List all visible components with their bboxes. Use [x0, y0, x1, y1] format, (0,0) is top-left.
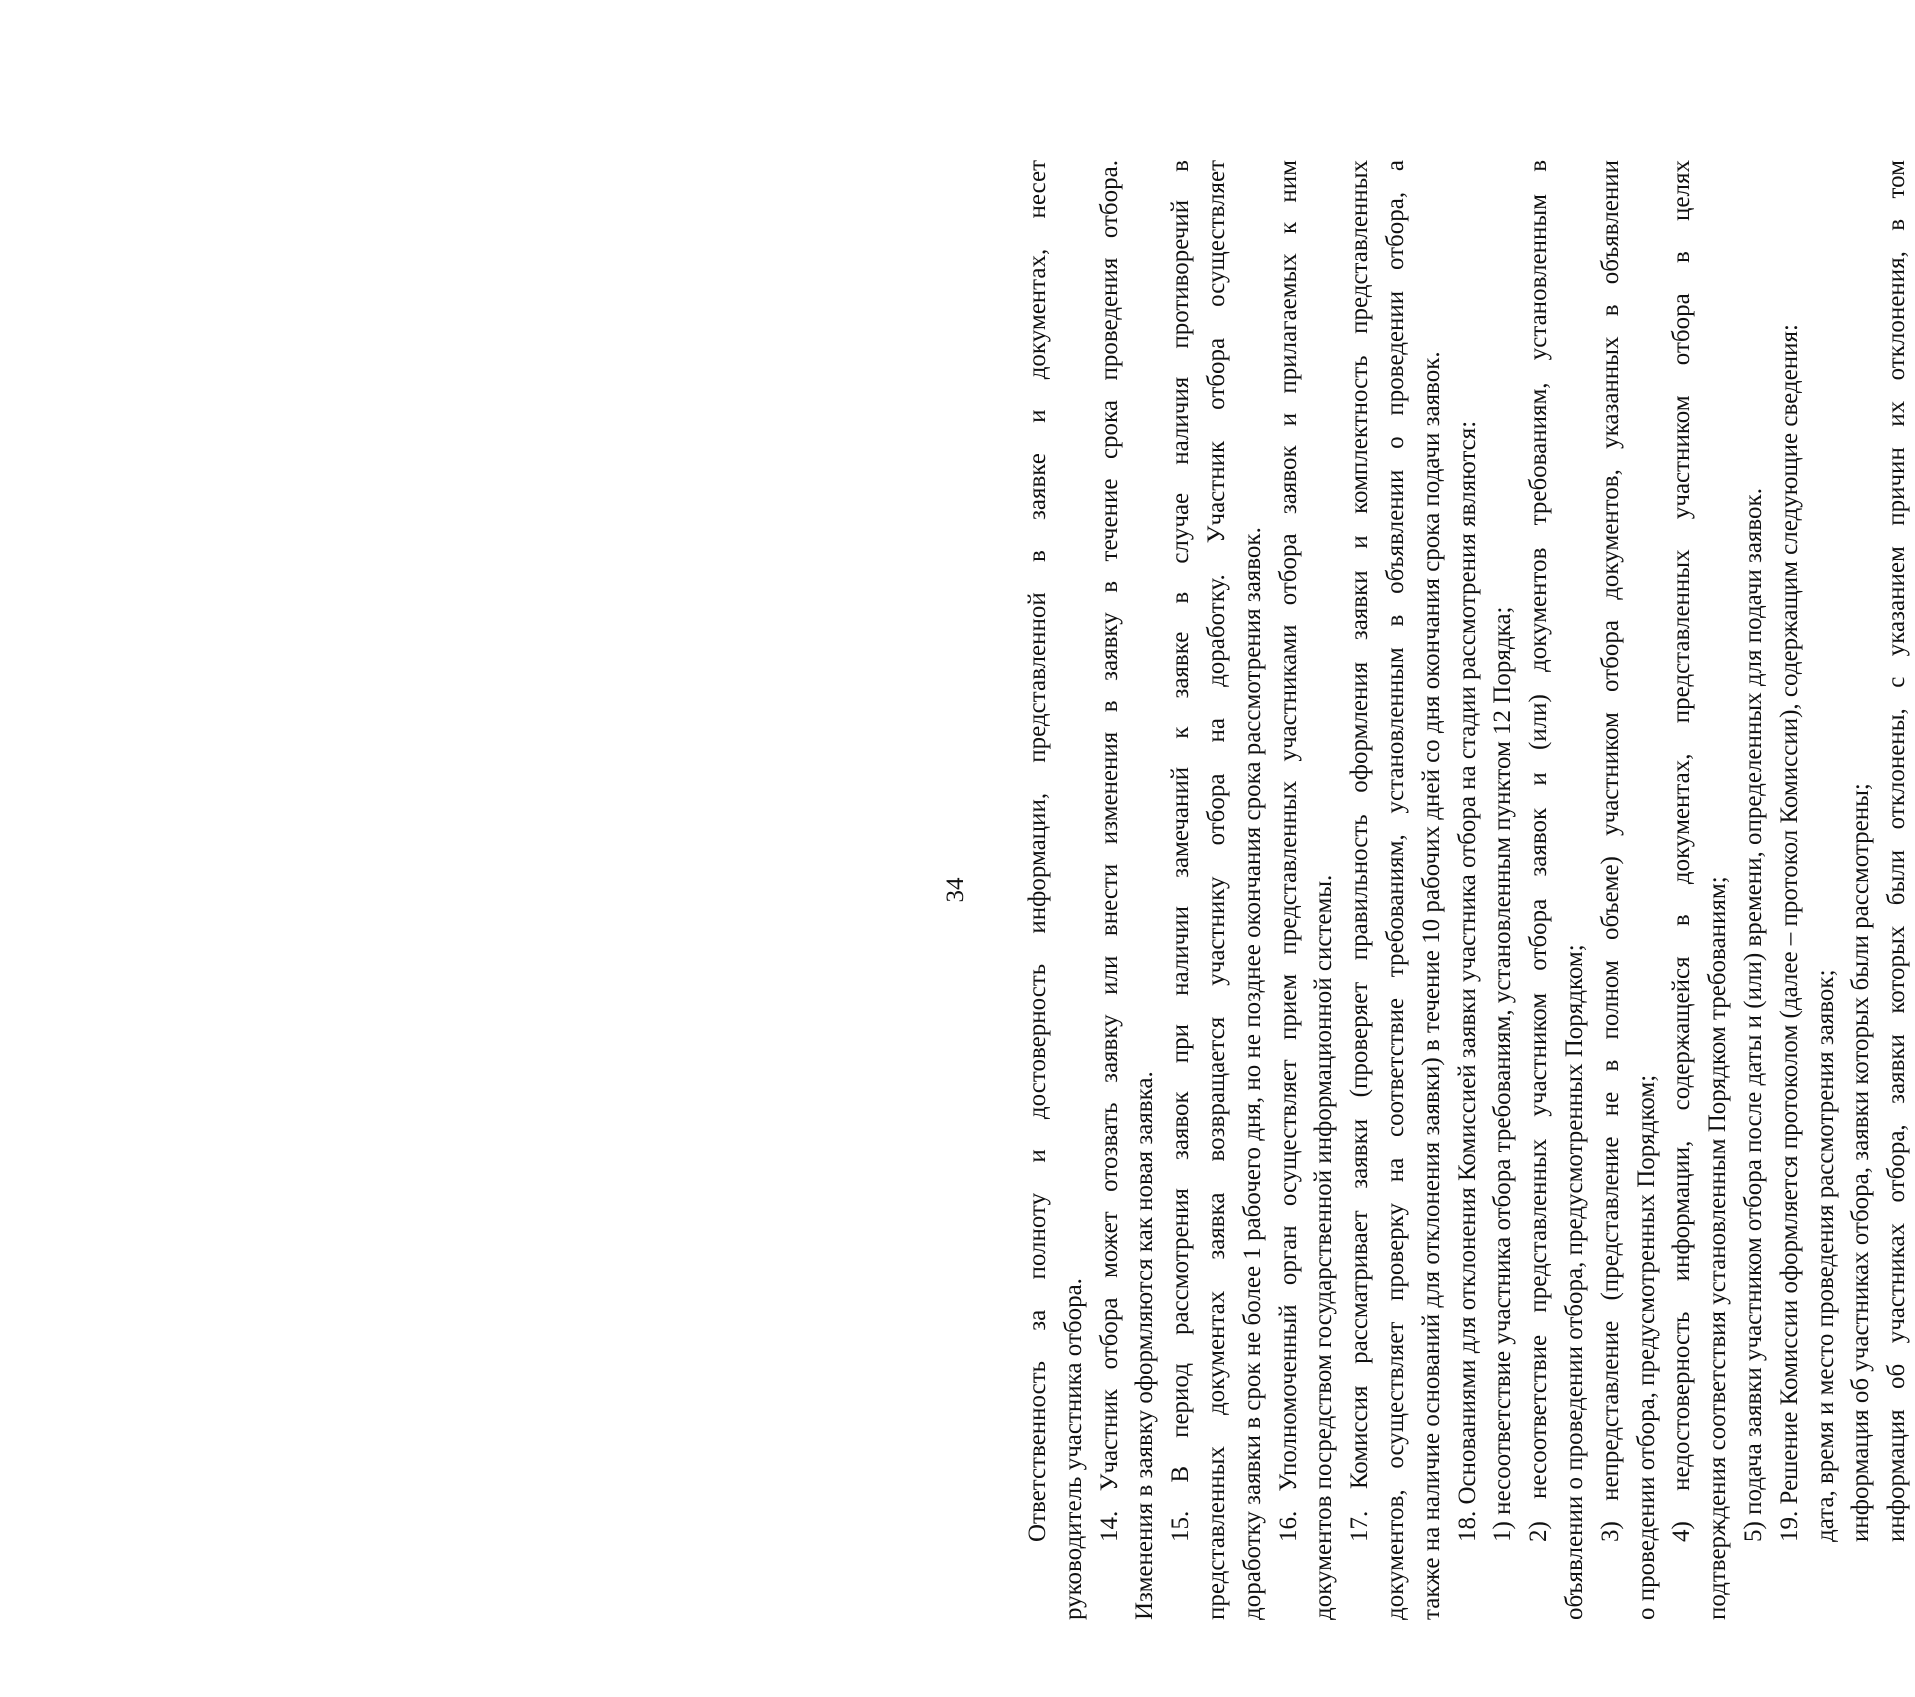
- text-line: информация об участниках отбора, заявки которых были рассмотрены;: [1847, 783, 1875, 1542]
- text-line: документов, осуществляет проверку на соответствие требованиям, установленным в объявлении о проведении отбора, а: [1382, 160, 1409, 1620]
- text-line: о проведении отбора, предусмотренных Порядком;: [1632, 1074, 1660, 1620]
- text-line: 4) недостоверность информации, содержащейся в документах, представленных участником отбора в целях: [1668, 160, 1696, 1542]
- text-line: 5) подача заявки участником отбора после даты и (или) времени, определенных для подачи заявок.: [1740, 488, 1767, 1542]
- text-line: руководитель участника отбора.: [1059, 1278, 1087, 1620]
- text-line: 18. Основаниями для отклонения Комиссией заявки участника отбора на стадии рассмотрения являются:: [1453, 420, 1481, 1542]
- text-line: 15. В период рассмотрения заявок при наличии замечаний к заявке в случае наличия противоречий в: [1167, 160, 1195, 1542]
- text-line: также на наличие оснований для отклонения заявки) в течение 10 рабочих дней со дня окончания срока подачи заявок.: [1417, 351, 1445, 1620]
- page-number: 34: [942, 877, 969, 903]
- rotated-text-frame: [942, 160, 1911, 1620]
- text-line: доработку заявки в срок не более 1 рабочего дня, но не позднее окончания срока рассмотрения заявок.: [1238, 527, 1266, 1620]
- text-line: информация об участниках отбора, заявки которых были отклонены, с указанием причин их отклонения, в том: [1883, 160, 1911, 1542]
- text-line: Изменения в заявку оформляются как новая заявка.: [1131, 1071, 1159, 1620]
- text-line: 2) несоответствие представленных участником отбора заявок и (или) документов требованиям, установленным в: [1525, 160, 1553, 1542]
- text-line: 3) непредставление (представление не в полном объеме) участником отбора документов, указанных в объявлении: [1596, 160, 1624, 1542]
- text-line: 14. Участник отбора может отозвать заявку или внести изменения в заявку в течение срока проведения отбора.: [1095, 160, 1123, 1542]
- text-line: подтверждения соответствия установленным Порядком требованиям;: [1704, 876, 1732, 1620]
- text-line: Ответственность за полноту и достоверность информации, представленной в заявке и документах, несет: [1024, 160, 1051, 1542]
- text-line: дата, время и место проведения рассмотрения заявок;: [1811, 969, 1839, 1542]
- text-line: 19. Решение Комиссии оформляется протоколом (далее – протокол Комиссии), содержащим следующие сведения:: [1775, 324, 1803, 1542]
- text-line: 1) несоответствие участника отбора требованиям, установленным пунктом 12 Порядка;: [1489, 606, 1517, 1542]
- text-line: объявлении о проведении отбора, предусмотренных Порядком;: [1561, 944, 1588, 1620]
- text-line: 17. Комиссия рассматривает заявки (проверяет правильность оформления заявки и комплектность представленных: [1346, 160, 1374, 1542]
- text-line: документов посредством государственной информационной системы.: [1310, 874, 1338, 1620]
- text-line: представленных документах заявка возвращается участнику отбора на доработку. Участник отбора осуществляет: [1203, 160, 1230, 1620]
- text-line: 16. Уполномоченный орган осуществляет прием представленных участниками отбора заявок и прилагаемых к ним: [1274, 160, 1302, 1542]
